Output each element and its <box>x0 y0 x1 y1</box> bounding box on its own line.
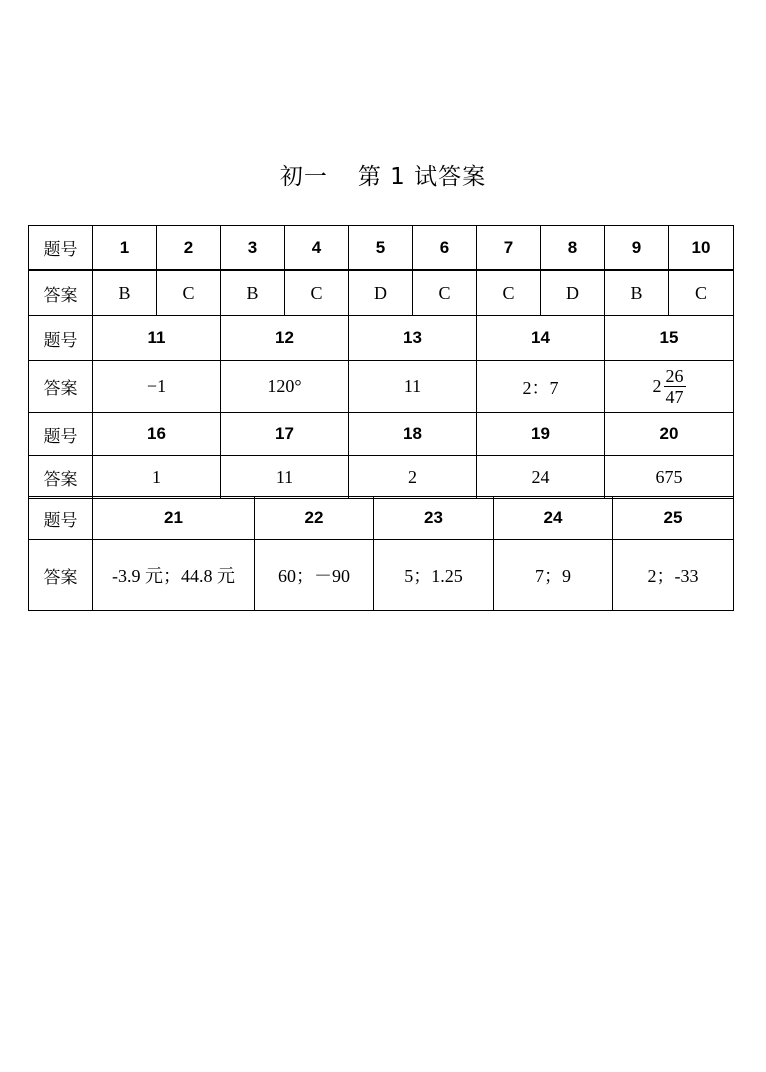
answer-row <box>29 361 734 413</box>
answer-cell: D <box>349 270 413 316</box>
answer-cell: 2；-33 <box>613 540 734 611</box>
answer-cell: C <box>669 270 734 316</box>
question-number: 3 <box>221 226 285 271</box>
answer-cell: 60；－90 <box>255 540 374 611</box>
question-number-row <box>29 316 734 361</box>
title-part1: 初一 <box>279 164 328 190</box>
answer-cell: C <box>157 270 221 316</box>
question-label: 题号 <box>29 226 93 271</box>
question-number: 18 <box>349 413 477 456</box>
answer-label: 答案 <box>29 540 93 611</box>
question-number: 12 <box>221 316 349 361</box>
question-number: 23 <box>374 497 494 540</box>
answer-cell: D <box>541 270 605 316</box>
question-number: 7 <box>477 226 541 271</box>
answer-table-bottom <box>28 496 734 611</box>
fraction-denominator: 47 <box>665 387 684 407</box>
answer-label: 答案 <box>29 456 93 499</box>
answer-cell: C <box>477 270 541 316</box>
answer-label: 答案 <box>29 361 93 413</box>
question-number: 16 <box>93 413 221 456</box>
answer-cell: B <box>605 270 669 316</box>
title-part2: 第 1 试答案 <box>357 164 487 190</box>
answer-cell: 675 <box>605 456 734 499</box>
answer-cell: 120° <box>221 361 349 413</box>
question-label: 题号 <box>29 316 93 361</box>
answer-cell-fraction <box>605 361 734 413</box>
mixed-fraction <box>653 366 686 407</box>
question-number: 19 <box>477 413 605 456</box>
answer-label: 答案 <box>29 270 93 316</box>
question-number: 14 <box>477 316 605 361</box>
question-label: 题号 <box>29 497 93 540</box>
answer-cell: 2：7 <box>477 361 605 413</box>
question-number: 10 <box>669 226 734 271</box>
question-number: 15 <box>605 316 734 361</box>
answer-cell: B <box>221 270 285 316</box>
question-number: 5 <box>349 226 413 271</box>
question-number: 17 <box>221 413 349 456</box>
answer-row <box>29 270 734 316</box>
question-number: 24 <box>494 497 613 540</box>
answer-cell: 5；1.25 <box>374 540 494 611</box>
question-number: 2 <box>157 226 221 271</box>
question-number: 22 <box>255 497 374 540</box>
question-number: 11 <box>93 316 221 361</box>
answer-cell: 11 <box>221 456 349 499</box>
answer-cell: 11 <box>349 361 477 413</box>
answer-cell: −1 <box>93 361 221 413</box>
question-number-row <box>29 413 734 456</box>
question-number: 6 <box>413 226 477 271</box>
fraction-numerator: 26 <box>665 366 684 386</box>
question-number: 8 <box>541 226 605 271</box>
question-label: 题号 <box>29 413 93 456</box>
answer-cell: B <box>93 270 157 316</box>
question-number-row <box>29 226 734 271</box>
answer-cell: 2 <box>349 456 477 499</box>
question-number: 25 <box>613 497 734 540</box>
question-number: 21 <box>93 497 255 540</box>
answer-cell: 1 <box>93 456 221 499</box>
question-number: 1 <box>93 226 157 271</box>
answer-cell: C <box>413 270 477 316</box>
fraction-whole: 2 <box>652 376 662 396</box>
answer-cell: 24 <box>477 456 605 499</box>
answer-row <box>29 456 734 499</box>
answer-table-top <box>28 225 734 499</box>
question-number: 4 <box>285 226 349 271</box>
page-title <box>0 158 766 191</box>
question-number: 13 <box>349 316 477 361</box>
question-number: 9 <box>605 226 669 271</box>
question-number: 20 <box>605 413 734 456</box>
answer-row <box>29 540 734 611</box>
answer-cell: -3.9 元；44.8 元 <box>93 540 255 611</box>
answer-cell: C <box>285 270 349 316</box>
answer-cell: 7；9 <box>494 540 613 611</box>
question-number-row <box>29 497 734 540</box>
